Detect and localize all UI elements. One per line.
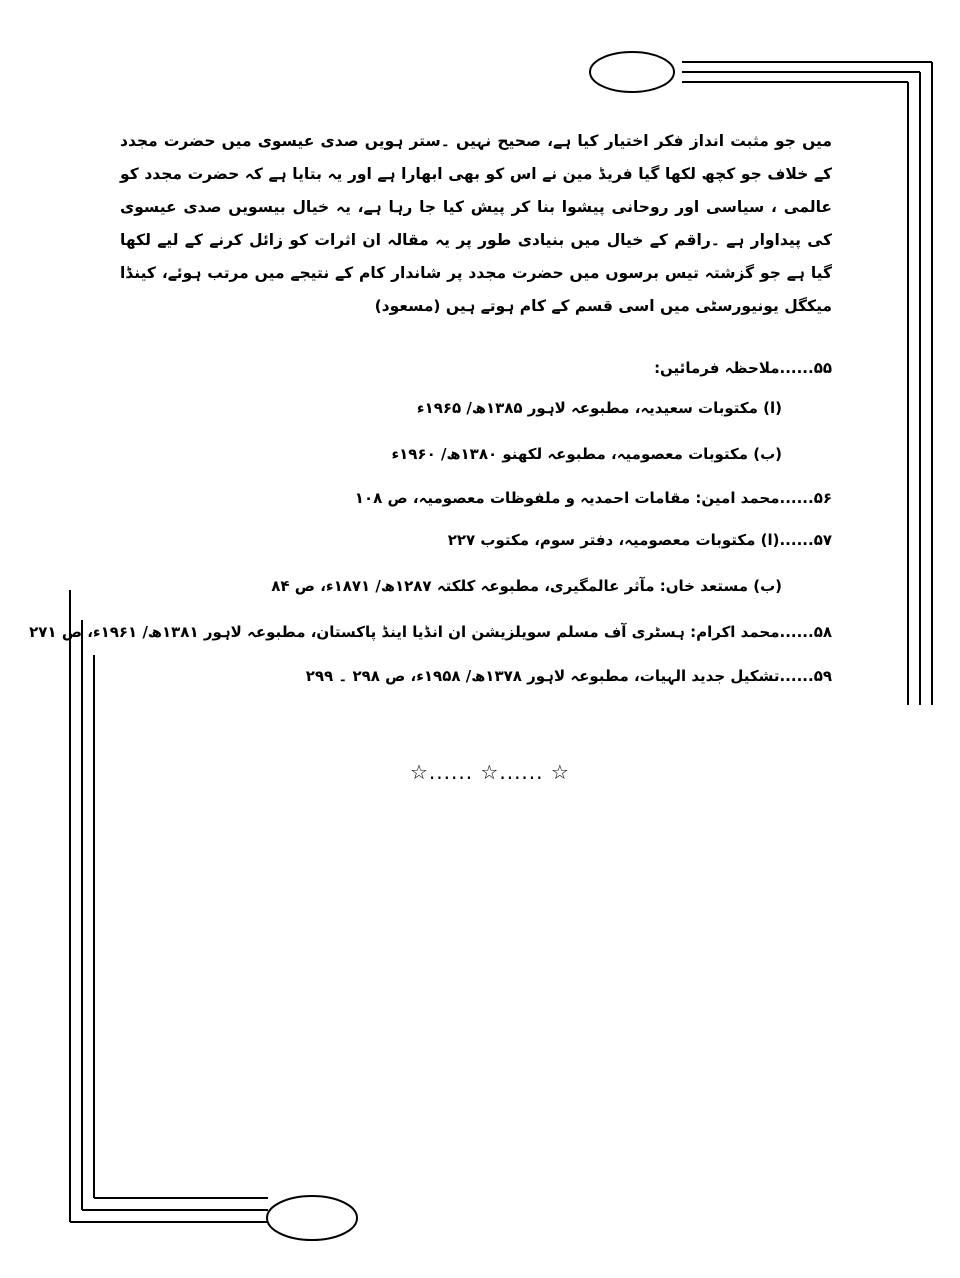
note-57-a: ۵۷......(ا) مکتوبات معصومیہ، دفتر سوم، مکتوب ۲۲۷ [447,531,832,549]
section-end-stars: ☆...... ☆...... ☆ [410,760,570,784]
note-56: ۵۶......محمد امین: مقامات احمدیہ و ملفوظات معصومیہ، ص ۱۰۸ [354,489,832,507]
note-55-a: (ا) مکتوبات سعیدیہ، مطبوعہ لاہور ۱۳۸۵ھ/ ۱۹۶۵ء [416,399,782,417]
note-57-b: (ب) مستعد خاں: مآثر عالمگیری، مطبوعہ کلکتہ ۱۲۸۷ھ/ ۱۸۷۱ء، ص ۸۴ [271,577,782,595]
note-58: ۵۸......محمد اکرام: ہسٹری آف مسلم سویلزیشن ان انڈیا اینڈ پاکستان، مطبوعہ لاہور ۱۳۸۱ھ/ ۱۹۶۱ء، ص ۲۷۱ [29,623,832,641]
note-59: ۵۹......تشکیل جدید الہیات، مطبوعہ لاہور ۱۳۷۸ھ/ ۱۹۵۸ء، ص ۲۹۸ ۔ ۲۹۹ [305,667,832,685]
commentary-paragraph: میں جو مثبت انداز فکر اختیار کیا ہے، صحیح نہیں ۔ستر ہویں صدی عیسوی میں حضرت مجدد کے خلاف جو کچھ لکھا گیا فریڈ مین نے اس کو بھی ابھارا ہے اور یہ بتایا ہے کہ حضرت مجدد کو عالمی ، سیاسی اور روحانی پیشوا بنا کر پیش کیا جا رہا ہے، یہ خیال بیسویں صدی عیسوی کی پیداوار ہے ۔راقم کے خیال میں بنیادی طور پر یہ مقالہ ان اثرات کو زائل کرنے کے لیے لکھا گیا ہے جو گزشتہ تیس برسوں میں حضرت مجدد پر شاندار کام کے نتیجے میں مرتب ہوئے، کینڈا میکگل یونیورسٹی میں اسی قسم کے کام ہوتے ہیں (مسعود) [120,132,832,315]
note-55-b: (ب) مکتوبات معصومیہ، مطبوعہ لکھنو ۱۳۸۰ھ/ ۱۹۶۰ء [391,445,782,463]
note-55: ۵۵......ملاحظہ فرمائیں: [654,359,832,377]
